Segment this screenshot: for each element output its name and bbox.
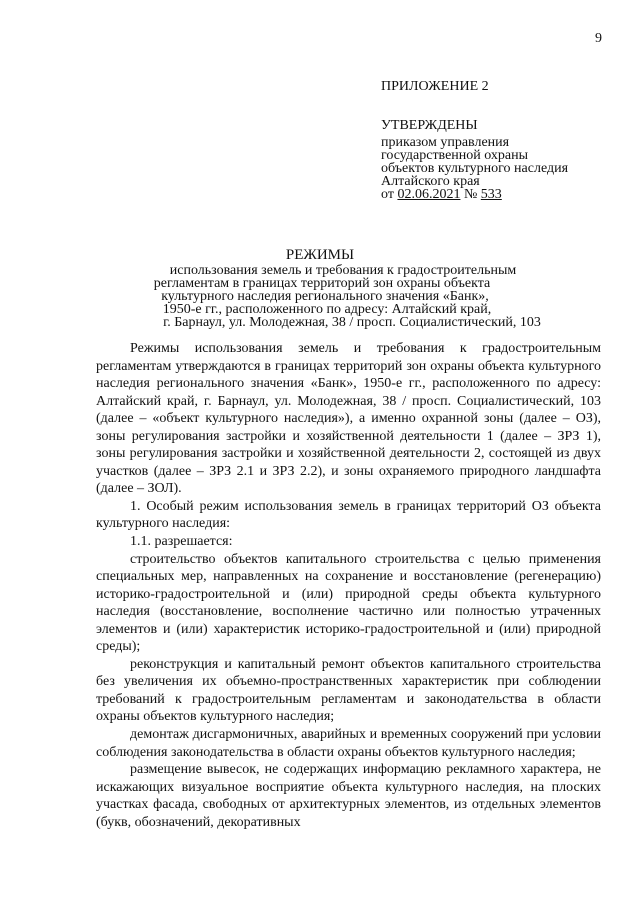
order-number-label: № [463,187,478,202]
page-number: 9 [595,31,602,46]
body-paragraph: размещение вывесок, не содержащих информацию рекламного характера, не искажающих визуальное восприятие объекта культурного наследия, на плоских участках фасада, свободных от архитектурных элементов, из отдельных элементов (букв, обозначений, декоративных [96,762,601,830]
title-line: г. Барнаул, ул. Молодежная, 38 / просп. Социалистический, 103 [163,315,541,330]
approved-heading: УТВЕРЖДЕНЫ [381,118,478,133]
document-body [96,340,601,831]
body-paragraph: строительство объектов капитального строительства с целью применения специальных мер, направленных на сохранение и восстановление (регенерацию) историко-градостроительной и (или) природной среды объекта культурного наследия (восстановление, восполнение частично или полностью утраченных элементов и (или) характеристик историко-градостроительной и (или) природной среды); [96,551,601,655]
body-paragraph: Режимы использования земель и требования к градостроительным регламентам утверждаются в границах территорий зон охраны объекта культурного наследия регионального значения «Банк», 1950-е гг., расположенного по адресу: Алтайский край, г. Барнаул, ул. Молодежная, 38 / просп. Социалистический, 103 (далее – «объект культурного наследия»), а именно охранной зоны (далее – ОЗ), зоны регулирования застройки и хозяйственной деятельности 1 (далее – ЗРЗ 1), зоны регулирования застройки и хозяйственной деятельности 2, состоящей из двух участков (далее – ЗРЗ 2.1 и ЗРЗ 2.2), и зоны охраняемого природного ландшафта (далее – ЗОЛ). [96,341,601,497]
body-paragraph: 1. Особый режим использования земель в границах территорий ОЗ объекта культурного наследия: [96,498,601,532]
title-line: использования земель и требования к градостроительным [169,263,517,278]
document-title: РЕЖИМЫ [285,247,355,263]
title-line: регламентам в границах территорий зон охраны объекта [153,276,491,291]
approval-line: объектов культурного наследия [381,161,569,176]
approval-line: государственной охраны [381,148,529,163]
title-line: 1950-е гг., расположенного по адресу: Алтайский край, [162,302,492,317]
order-date: 02.06.2021 [397,187,461,202]
approval-line: приказом управления [381,135,510,150]
appendix-heading: ПРИЛОЖЕНИЕ 2 [381,79,489,94]
order-line [381,188,568,201]
document-title-block [0,249,640,329]
body-paragraph: 1.1. разрешается: [130,534,233,550]
order-prefix: от [381,187,394,202]
body-paragraph: реконструкция и капитальный ремонт объектов капитального строительства без увеличения их объемно-пространственных характеристик при соблюдении требований к градостроительным регламентам и законодательства в области охраны объектов культурного наследия; [96,656,601,725]
approval-block [381,80,568,201]
title-line: культурного наследия регионального значения «Банк», [161,289,489,304]
body-paragraph: демонтаж дисгармоничных, аварийных и временных сооружений при условии соблюдения законодательства в области охраны объектов культурного наследия; [96,727,601,760]
approval-line: Алтайского края [381,174,480,189]
order-number: 533 [480,187,502,202]
